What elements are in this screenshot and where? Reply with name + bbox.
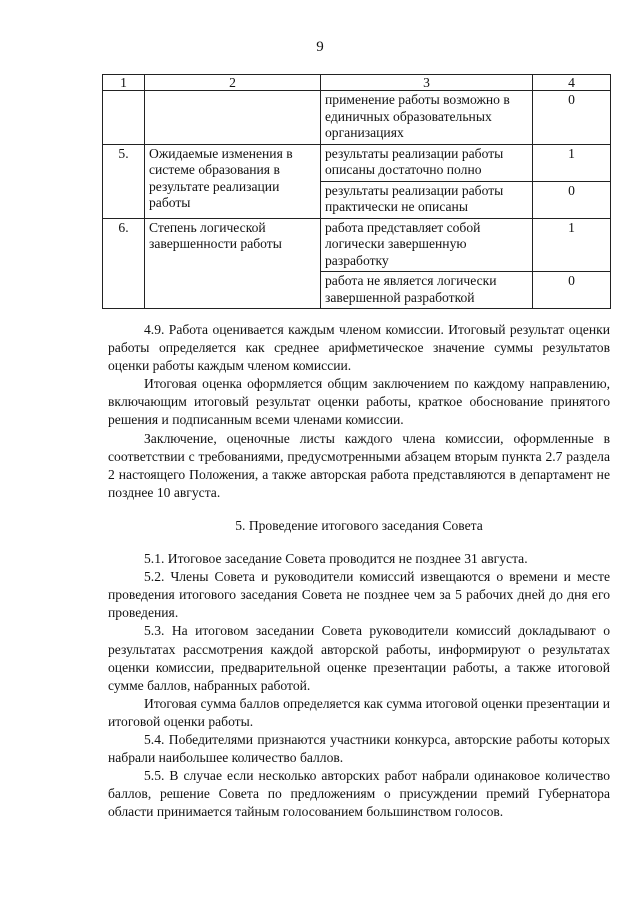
criterion-cell: Ожидаемые изменения в системе образования в результате реализации работы	[145, 144, 321, 218]
paragraph-5-2: 5.2. Члены Совета и руководители комиссий извещаются о времени и месте проведения итогового заседания Совета не позднее чем за 5 рабочих дней до дня его проведения.	[108, 569, 610, 621]
criterion-cell	[145, 91, 321, 145]
header-cell: 3	[321, 75, 533, 91]
page-number: 9	[316, 39, 324, 55]
document-body	[108, 321, 610, 821]
description-cell: применение работы возможно в единичных образовательных организациях	[321, 91, 533, 145]
score-cell: 0	[533, 91, 611, 145]
table-row	[103, 91, 611, 145]
header-cell: 2	[145, 75, 321, 91]
header-cell: 1	[103, 75, 145, 91]
score-cell: 1	[533, 218, 611, 272]
description-cell: работа не является логически завершенной разработкой	[321, 272, 533, 309]
paragraph-5-1: 5.1. Итоговое заседание Совета проводится не позднее 31 августа.	[144, 551, 528, 567]
row-number-cell	[103, 91, 145, 145]
paragraph-conclusion: Заключение, оценочные листы каждого члена комиссии, оформленные в соответствии с требованиями, предусмотренными абзацем вторым пункта 2.7 раздела 2 настоящего Положения, а также авторская работа представляются в департамент не позднее 10 августа.	[108, 430, 610, 500]
table-row	[103, 218, 611, 272]
paragraph-5-5: 5.5. В случае если несколько авторских работ набрали одинаковое количество баллов, решение Совета по предложениям о присуждении премий Губернатора области принимается тайным голосованием большинством голосов.	[108, 768, 610, 820]
header-cell: 4	[533, 75, 611, 91]
paragraph-5-4: 5.4. Победителями признаются участники конкурса, авторские работы которых набрали наибольшее количество баллов.	[108, 731, 610, 766]
paragraph-total-score: Итоговая сумма баллов определяется как сумма итоговой оценки презентации и итоговой оценки работы.	[108, 695, 610, 729]
table-header-row	[103, 75, 611, 91]
criteria-table	[102, 74, 611, 309]
score-cell: 1	[533, 144, 611, 181]
paragraph-5-3: 5.3. На итоговом заседании Совета руководители комиссий докладывают о результатах рассмотрения каждой авторской работы, информируют о результатах оценки комиссии, предварительной оценке презентации работы, а также итоговой сумме баллов, набранных работой.	[108, 623, 610, 693]
description-cell: работа представляет собой логически завершенную разработку	[321, 218, 533, 272]
description-cell: результаты реализации работы описаны достаточно полно	[321, 144, 533, 181]
criterion-cell: Степень логической завершенности работы	[145, 218, 321, 309]
table-row	[103, 144, 611, 181]
score-cell: 0	[533, 181, 611, 218]
paragraph-final-assessment: Итоговая оценка оформляется общим заключением по каждому направлению, включающим итоговый результат оценки работы, краткое обоснование принятого решения и подписанным всеми членами комиссии.	[108, 376, 610, 428]
section-heading: 5. Проведение итогового заседания Совета	[235, 517, 483, 533]
row-number-cell: 5.	[103, 144, 145, 218]
score-cell: 0	[533, 272, 611, 309]
description-cell: результаты реализации работы практически не описаны	[321, 181, 533, 218]
row-number-cell: 6.	[103, 218, 145, 309]
paragraph-4-9: 4.9. Работа оценивается каждым членом комиссии. Итоговый результат оценки работы определяется как среднее арифметическое значение суммы результатов оценки работы каждым членом комиссии.	[108, 322, 610, 374]
